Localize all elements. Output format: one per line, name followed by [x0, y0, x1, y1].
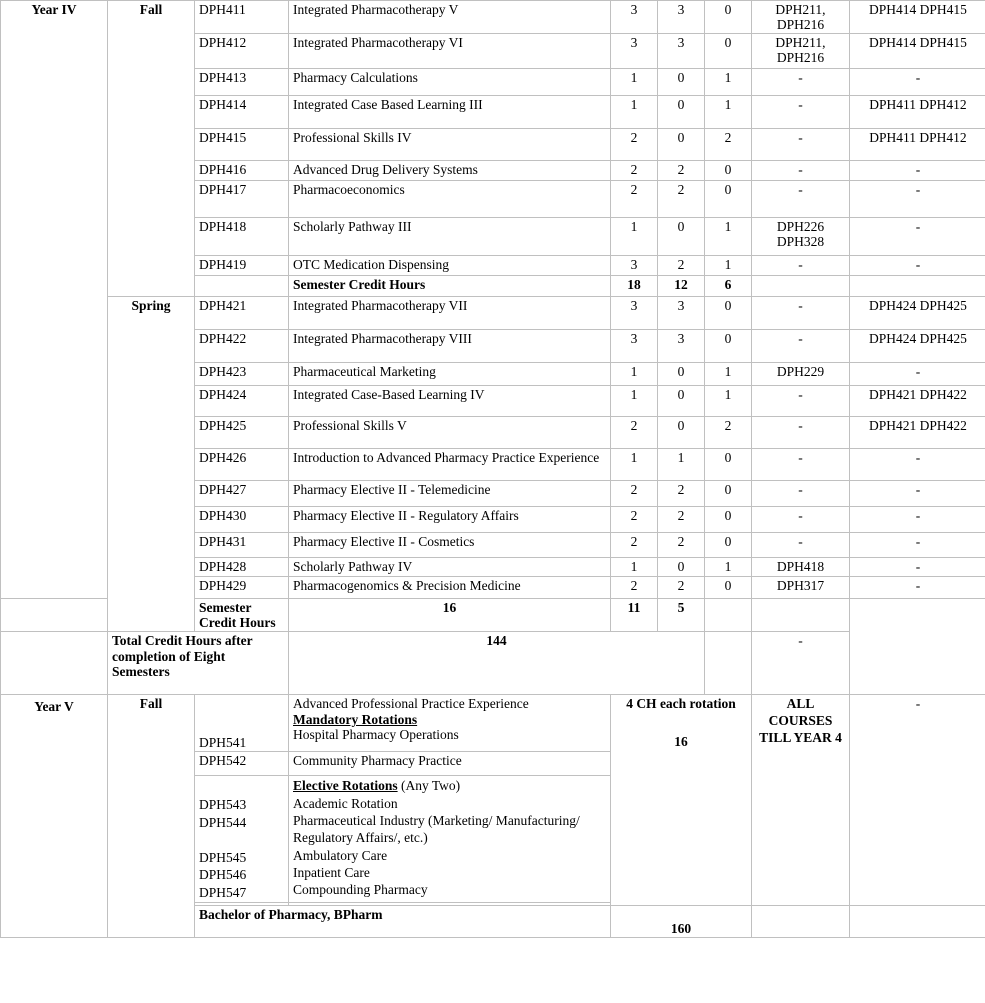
course-code: DPH416: [195, 161, 289, 181]
corequisite: -: [850, 181, 985, 218]
course-code: DPH414: [195, 96, 289, 129]
advanced-practice-block: [289, 695, 611, 752]
credit-hours: 2: [611, 181, 658, 218]
corequisite: -: [850, 577, 985, 599]
corequisite: -: [850, 69, 985, 96]
degree-prereq-blank: [752, 905, 850, 937]
degree-total-credits: 160: [611, 905, 752, 937]
elective-rotations-heading-line: [293, 777, 606, 794]
prerequisite: DPH226 DPH328: [752, 218, 850, 256]
prerequisite: -: [752, 161, 850, 181]
lab-hours: 0: [705, 297, 752, 330]
course-code: DPH543: [199, 797, 247, 813]
lab-hours: 0: [705, 181, 752, 218]
prerequisite: -: [752, 417, 850, 449]
credit-hours: 1: [611, 449, 658, 481]
course-title: Scholarly Pathway III: [289, 218, 611, 256]
course-code: DPH412: [195, 34, 289, 69]
corequisite: DPH421 DPH422: [850, 386, 985, 417]
course-code: DPH425: [195, 417, 289, 449]
credit-hours: 1: [611, 69, 658, 96]
course-code: DPH544: [199, 814, 247, 830]
semester-credit-hours-prereq-blank: [752, 276, 850, 297]
course-title: Professional Skills V: [289, 417, 611, 449]
credit-hours: 3: [611, 1, 658, 34]
course-code: DPH419: [195, 256, 289, 276]
credit-hours: 2: [611, 417, 658, 449]
prerequisite: -: [752, 449, 850, 481]
theory-hours: 3: [658, 1, 705, 34]
course-code: DPH424: [195, 386, 289, 417]
course-code: DPH431: [195, 533, 289, 558]
corequisite: -: [850, 695, 985, 905]
course-title: Community Pharmacy Practice: [289, 752, 611, 776]
theory-hours: 0: [658, 129, 705, 161]
credit-hours: 3: [611, 256, 658, 276]
semester-lab-hours-total: 5: [658, 599, 705, 632]
course-code: DPH542: [195, 752, 289, 776]
course-title: Pharmacy Elective II - Regulatory Affairs: [289, 507, 611, 533]
corequisite: DPH424 DPH425: [850, 330, 985, 363]
lab-hours: 2: [705, 417, 752, 449]
lab-hours: 0: [705, 449, 752, 481]
prerequisite: -: [752, 481, 850, 507]
rotation-credit-total: 16: [674, 733, 688, 749]
theory-hours: 2: [658, 533, 705, 558]
semester-credit-hours-blank: [195, 276, 289, 297]
rotation-credit-note: 4 CH each rotation: [626, 696, 736, 712]
corequisite: DPH411 DPH412: [850, 129, 985, 161]
prerequisite: -: [752, 69, 850, 96]
prerequisite: DPH418: [752, 558, 850, 577]
semester-credit-hours-coreq-blank: [850, 276, 985, 297]
total-credit-hours-prereq-blank: [705, 632, 752, 695]
theory-hours: 2: [658, 181, 705, 218]
semester-theory-hours-total: 11: [611, 599, 658, 632]
table-row: [1, 1, 985, 34]
corequisite: DPH414 DPH415: [850, 1, 985, 34]
prerequisite: -: [752, 297, 850, 330]
corequisite: -: [850, 507, 985, 533]
total-row-term-blank: [1, 632, 108, 695]
theory-hours: 2: [658, 256, 705, 276]
course-code: DPH426: [195, 449, 289, 481]
corequisite: -: [850, 363, 985, 386]
prerequisite: -: [752, 533, 850, 558]
advanced-practice-heading: Advanced Professional Practice Experience: [293, 696, 529, 712]
prerequisite: -: [752, 386, 850, 417]
credit-hours: 2: [611, 129, 658, 161]
course-title: Pharmaceutical Marketing: [289, 363, 611, 386]
credit-hours: 2: [611, 577, 658, 599]
course-title: Compounding Pharmacy: [293, 882, 428, 898]
prerequisite: ALL COURSES TILL YEAR 4: [752, 695, 850, 905]
degree-label: Bachelor of Pharmacy, BPharm: [195, 905, 611, 937]
prerequisite: DPH229: [752, 363, 850, 386]
theory-hours: 0: [658, 417, 705, 449]
semester-credit-hours-coreq-blank: [752, 599, 850, 632]
theory-hours: 0: [658, 363, 705, 386]
course-code: DPH428: [195, 558, 289, 577]
course-title: Integrated Pharmacotherapy V: [289, 1, 611, 34]
credit-hours: 3: [611, 297, 658, 330]
lab-hours: 0: [705, 1, 752, 34]
table-row: [1, 297, 985, 330]
credit-hours: 2: [611, 161, 658, 181]
course-code: DPH417: [195, 181, 289, 218]
theory-hours: 2: [658, 161, 705, 181]
course-title: Advanced Drug Delivery Systems: [289, 161, 611, 181]
course-code: DPH421: [195, 297, 289, 330]
course-code: DPH411: [195, 1, 289, 34]
course-code: DPH545: [199, 849, 247, 865]
lab-hours: 0: [705, 34, 752, 69]
corequisite: DPH424 DPH425: [850, 297, 985, 330]
prerequisite: DPH211, DPH216: [752, 1, 850, 34]
prerequisite: -: [752, 330, 850, 363]
prerequisite: DPH211, DPH216: [752, 34, 850, 69]
theory-hours: 3: [658, 330, 705, 363]
corequisite: -: [850, 533, 985, 558]
credit-hours: 2: [611, 507, 658, 533]
lab-hours: 0: [705, 161, 752, 181]
course-code: DPH546: [199, 867, 247, 883]
corequisite: -: [850, 449, 985, 481]
theory-hours: 2: [658, 577, 705, 599]
corequisite: DPH414 DPH415: [850, 34, 985, 69]
corequisite: -: [850, 558, 985, 577]
course-title: Inpatient Care: [293, 864, 370, 880]
lab-hours: 1: [705, 558, 752, 577]
year-label-year4: Year IV: [1, 1, 108, 599]
total-credit-hours-coreq: -: [752, 632, 850, 695]
course-title: OTC Medication Dispensing: [289, 256, 611, 276]
prerequisite: -: [752, 96, 850, 129]
prerequisite: -: [752, 256, 850, 276]
total-credit-hours-value: 144: [289, 632, 705, 695]
course-title: Hospital Pharmacy Operations: [293, 727, 459, 743]
course-title: Integrated Pharmacotherapy VIII: [289, 330, 611, 363]
term-label-year5-fall: Fall: [108, 695, 195, 937]
prerequisite: DPH317: [752, 577, 850, 599]
rotation-credit-cell: [611, 695, 752, 905]
lab-hours: 1: [705, 256, 752, 276]
corequisite: DPH411 DPH412: [850, 96, 985, 129]
lab-hours: 0: [705, 330, 752, 363]
course-title: Academic Rotation: [293, 795, 398, 811]
course-code: DPH423: [195, 363, 289, 386]
elective-rotation-codes: [195, 776, 289, 902]
lab-hours: 0: [705, 507, 752, 533]
lab-hours: 1: [705, 96, 752, 129]
course-title: Pharmacy Calculations: [289, 69, 611, 96]
course-title: Integrated Case Based Learning III: [289, 96, 611, 129]
corequisite: -: [850, 256, 985, 276]
total-credit-hours-row: [1, 632, 985, 695]
corequisite: -: [850, 481, 985, 507]
theory-hours: 0: [658, 218, 705, 256]
lab-hours: 1: [705, 218, 752, 256]
course-code: DPH418: [195, 218, 289, 256]
credit-hours: 1: [611, 218, 658, 256]
course-title: Scholarly Pathway IV: [289, 558, 611, 577]
semester-credit-hours-blank: [1, 599, 108, 632]
credit-hours: 3: [611, 34, 658, 69]
theory-hours: 0: [658, 386, 705, 417]
course-title: Ambulatory Care: [293, 847, 388, 863]
elective-rotations-heading: Elective Rotations: [293, 778, 398, 794]
lab-hours: 0: [705, 577, 752, 599]
corequisite: -: [850, 218, 985, 256]
lab-hours: 1: [705, 69, 752, 96]
course-code: DPH429: [195, 577, 289, 599]
course-code: DPH427: [195, 481, 289, 507]
table-row: [1, 695, 985, 752]
course-title: Integrated Case-Based Learning IV: [289, 386, 611, 417]
prerequisite: -: [752, 507, 850, 533]
course-title: Professional Skills IV: [289, 129, 611, 161]
degree-coreq-blank: [850, 905, 985, 937]
lab-hours: 0: [705, 481, 752, 507]
credit-hours: 1: [611, 96, 658, 129]
term-label-year4-fall: Fall: [108, 1, 195, 297]
course-code: DPH415: [195, 129, 289, 161]
course-title: Integrated Pharmacotherapy VII: [289, 297, 611, 330]
credit-hours: 3: [611, 330, 658, 363]
course-code: DPH422: [195, 330, 289, 363]
mandatory-rotations-heading: Mandatory Rotations: [293, 711, 418, 727]
theory-hours: 0: [658, 558, 705, 577]
course-title: Introduction to Advanced Pharmacy Practice Experience: [289, 449, 611, 481]
course-code: DPH430: [195, 507, 289, 533]
course-title: Pharmacy Elective II - Cosmetics: [289, 533, 611, 558]
lab-hours: 1: [705, 363, 752, 386]
lab-hours: 2: [705, 129, 752, 161]
theory-hours: 2: [658, 481, 705, 507]
year-label-year5: Year V: [1, 695, 108, 937]
course-title: Integrated Pharmacotherapy VI: [289, 34, 611, 69]
theory-hours: 0: [658, 69, 705, 96]
course-title: Pharmacogenomics & Precision Medicine: [289, 577, 611, 599]
credit-hours: 1: [611, 363, 658, 386]
corequisite: -: [850, 161, 985, 181]
semester-credit-hours-total: 16: [289, 599, 611, 632]
course-code: DPH541: [195, 695, 289, 752]
elective-rotations-block: [289, 776, 611, 902]
course-title: Pharmacoeconomics: [289, 181, 611, 218]
semester-credit-hours-prereq-blank: [705, 599, 752, 632]
semester-theory-hours-total: 12: [658, 276, 705, 297]
semester-credit-hours-label: Semester Credit Hours: [289, 276, 611, 297]
theory-hours: 3: [658, 34, 705, 69]
semester-credit-hours-total: 18: [611, 276, 658, 297]
elective-rotations-heading-suffix: (Any Two): [397, 778, 461, 794]
credit-hours: 1: [611, 386, 658, 417]
total-credit-hours-label: Total Credit Hours after completion of Eight Semesters: [108, 632, 289, 695]
course-code: DPH547: [199, 884, 247, 900]
lab-hours: 0: [705, 533, 752, 558]
course-code: DPH413: [195, 69, 289, 96]
course-title: Pharmacy Elective II - Telemedicine: [289, 481, 611, 507]
prerequisite: -: [752, 129, 850, 161]
credit-hours: 2: [611, 533, 658, 558]
credit-hours: 2: [611, 481, 658, 507]
theory-hours: 2: [658, 507, 705, 533]
term-label-year4-spring: Spring: [108, 297, 195, 632]
theory-hours: 0: [658, 96, 705, 129]
theory-hours: 1: [658, 449, 705, 481]
semester-credit-hours-label: Semester Credit Hours: [195, 599, 289, 632]
credit-hours: 1: [611, 558, 658, 577]
course-title: Pharmaceutical Industry (Marketing/ Manufacturing/ Regulatory Affairs/, etc.): [293, 812, 580, 846]
prerequisite: -: [752, 181, 850, 218]
theory-hours: 3: [658, 297, 705, 330]
corequisite: DPH421 DPH422: [850, 417, 985, 449]
semester-lab-hours-total: 6: [705, 276, 752, 297]
lab-hours: 1: [705, 386, 752, 417]
